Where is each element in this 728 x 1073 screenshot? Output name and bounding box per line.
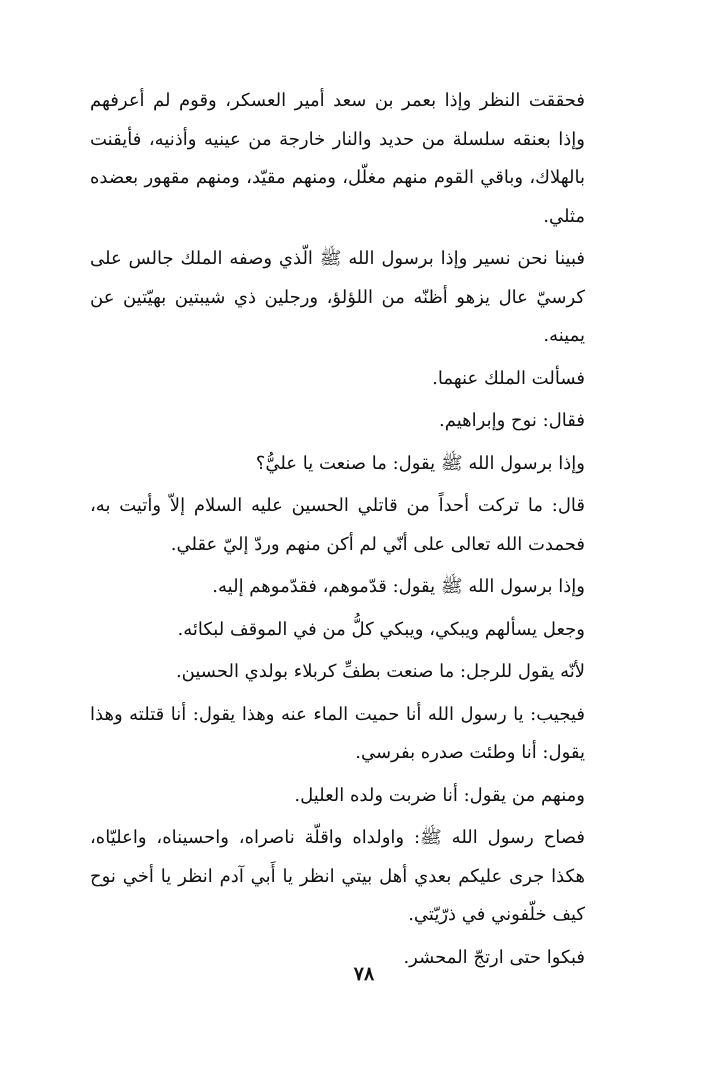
- paragraph: وإذا برسول الله ﷺ يقول: قدّموهم، فقدّموهم إليه.: [212, 576, 585, 597]
- paragraph: فسألت الملك عنهما.: [432, 367, 585, 389]
- paragraph: فيجيب: يا رسول الله أنا حميت الماء عنه وهذا يقول: أنا قتلته وهذا يقول: أنا وطئت صدره بفرسي.: [90, 703, 585, 763]
- paragraph: فبكوا حتى ارتجّ المحشر.: [403, 946, 585, 968]
- paragraph: فبينا نحن نسير وإذا برسول الله ﷺ الّذي وصفه الملك جالس على كرسيّ عال يزهو أظنّه من اللؤلؤ، ورجلين ذي شيبتين بهيّتين عن يمينه.: [90, 248, 585, 346]
- paragraph: وإذا برسول الله ﷺ يقول: ما صنعت يا عليُّ؟: [255, 452, 585, 474]
- paragraph: فقال: نوح وإبراهيم.: [439, 410, 585, 431]
- paragraph: لأنّه يقول للرجل: ما صنعت بطفِّ كربلاء بولدي الحسين.: [175, 661, 585, 682]
- page-number: ٧٨: [353, 963, 375, 985]
- paragraph: ومنهم من يقول: أنا ضربت ولده العليل.: [294, 784, 585, 806]
- paragraph: وجعل يسألهم ويبكي، ويبكي كلُّ من في الموقف لبكائه.: [177, 618, 585, 640]
- paragraph: فصاح رسول الله ﷺ: واولداه واقلّة ناصراه، واحسيناه، واعليّاه، هكذا جرى عليكم بعدي أهل بيتي انظر يا أَبي آدم انظر يا أخي نوح كيف خلّفوني في ذرّيّتي.: [90, 827, 585, 925]
- paragraph: فحققت النظر وإذا بعمر بن سعد أمير العسكر، وقوم لم أعرفهم وإذا بعنقه سلسلة من حديد والنار خارجة من عينيه وأذنيه، فأيقنت بالهلاك، وباقي القوم منهم مغلّل، ومنهم مقيّد، ومنهم مقهور بعضده مثلي.: [90, 90, 585, 227]
- page-body: [90, 82, 585, 977]
- paragraph: قال: ما تركت أحداً من قاتلي الحسين عليه السلام إلاّ وأتيت به، فحمدت الله تعالى على أنّي لم أكن منهم وردّ إليّ عقلي.: [90, 495, 585, 555]
